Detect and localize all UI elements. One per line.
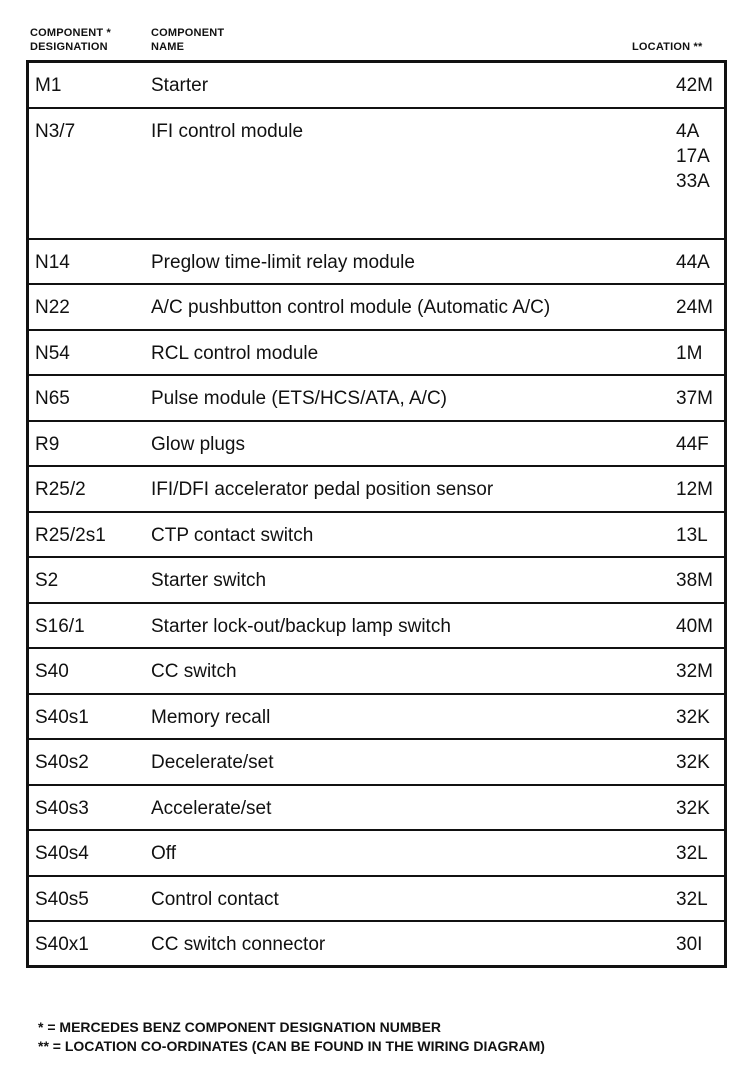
- header-component-designation: [30, 26, 111, 54]
- footnote-designation: * = MERCEDES BENZ COMPONENT DESIGNATION NUMBER: [38, 1019, 442, 1035]
- header-name-line1: COMPONENT: [151, 27, 225, 39]
- component-location: [676, 389, 720, 414]
- table-row: [29, 922, 724, 968]
- location-code: 4A: [676, 120, 700, 142]
- component-location: [676, 890, 720, 915]
- component-name: Pulse module (ETS/HCS/ATA, A/C): [151, 388, 447, 409]
- component-designation: N65: [35, 388, 70, 409]
- component-designation: M1: [35, 75, 62, 96]
- table-row: [29, 558, 724, 604]
- component-name: RCL control module: [151, 342, 319, 364]
- component-location: [676, 298, 720, 323]
- component-designation: S40s4: [35, 843, 89, 864]
- header-name-line2: NAME: [151, 41, 185, 53]
- location-code: 32M: [676, 661, 713, 682]
- component-location: [676, 662, 720, 687]
- table-row: [29, 695, 724, 741]
- component-location: [676, 480, 720, 505]
- location-code: 17A: [676, 145, 710, 167]
- component-designation: S40x1: [35, 934, 89, 955]
- location-code: 42M: [676, 75, 713, 96]
- location-code: 38M: [676, 570, 713, 591]
- component-name: Accelerate/set: [151, 797, 272, 819]
- component-designation: R9: [35, 433, 60, 455]
- component-location: [676, 844, 720, 869]
- component-table: [26, 60, 727, 968]
- component-location: [676, 344, 720, 369]
- component-designation: N14: [35, 251, 70, 273]
- component-name: IFI control module: [151, 120, 304, 142]
- location-code: 33A: [676, 170, 710, 192]
- component-location: [676, 571, 720, 596]
- component-designation: S16/1: [35, 615, 85, 637]
- table-row: [29, 285, 724, 331]
- table-row: [29, 831, 724, 877]
- table-row: [29, 604, 724, 650]
- component-name: Starter: [151, 75, 209, 96]
- location-code: 13L: [676, 524, 708, 546]
- location-code: 40M: [676, 615, 713, 637]
- header-designation-line2: DESIGNATION: [30, 41, 108, 53]
- component-name: Starter lock-out/backup lamp switch: [151, 615, 451, 637]
- table-row: [29, 109, 724, 240]
- component-designation: S40s3: [35, 797, 89, 819]
- table-row: [29, 331, 724, 377]
- table-row: [29, 513, 724, 559]
- location-code: 32K: [676, 706, 710, 728]
- component-location: [676, 753, 720, 778]
- component-designation: R25/2: [35, 479, 86, 500]
- footnotes: [38, 1018, 545, 1056]
- component-name: Off: [151, 843, 176, 864]
- table-row: [29, 786, 724, 832]
- location-code: 24M: [676, 297, 713, 318]
- table-row: [29, 63, 724, 109]
- header-location: LOCATION **: [632, 41, 703, 53]
- component-designation: S40s2: [35, 752, 89, 773]
- component-designation: R25/2s1: [35, 524, 106, 546]
- component-designation: N54: [35, 342, 70, 364]
- location-code: 32K: [676, 797, 710, 819]
- component-designation: N3/7: [35, 120, 76, 142]
- component-location: [676, 253, 720, 278]
- table-row: [29, 740, 724, 786]
- location-code: 32L: [676, 888, 708, 910]
- component-name: A/C pushbutton control module (Automatic A/C): [151, 297, 551, 318]
- footnote-location: ** = LOCATION CO-ORDINATES (CAN BE FOUND IN THE WIRING DIAGRAM): [38, 1038, 545, 1054]
- component-name: Decelerate/set: [151, 752, 274, 773]
- component-designation: S2: [35, 570, 59, 591]
- component-location: [676, 935, 720, 960]
- component-location: [676, 708, 720, 733]
- location-code: 32L: [676, 843, 708, 864]
- location-code: 1M: [676, 342, 703, 364]
- table-row: [29, 422, 724, 468]
- component-name: Control contact: [151, 888, 279, 910]
- component-name: Preglow time-limit relay module: [151, 251, 415, 273]
- component-location: [676, 617, 720, 642]
- header-component-name: [151, 26, 224, 54]
- component-name: Memory recall: [151, 706, 271, 728]
- location-code: 30I: [676, 934, 703, 955]
- table-row: [29, 649, 724, 695]
- table-row: [29, 877, 724, 923]
- component-location: [676, 435, 720, 460]
- component-location: [676, 526, 720, 551]
- component-location: [676, 122, 720, 197]
- component-designation: S40: [35, 661, 69, 682]
- table-row: [29, 240, 724, 286]
- table-row: [29, 467, 724, 513]
- component-name: Starter switch: [151, 570, 267, 591]
- header-designation-line1: COMPONENT *: [30, 27, 112, 39]
- location-code: 37M: [676, 388, 713, 409]
- component-name: CC switch connector: [151, 934, 326, 955]
- location-code: 32K: [676, 752, 710, 773]
- component-designation: S40s1: [35, 706, 89, 728]
- location-code: 12M: [676, 479, 713, 500]
- location-code: 44F: [676, 433, 709, 455]
- component-name: CTP contact switch: [151, 524, 314, 546]
- component-location: [676, 799, 720, 824]
- component-designation: N22: [35, 297, 70, 318]
- component-location: [676, 76, 720, 101]
- location-code: 44A: [676, 251, 710, 273]
- component-name: IFI/DFI accelerator pedal position sensor: [151, 479, 494, 500]
- component-name: Glow plugs: [151, 433, 245, 455]
- table-row: [29, 376, 724, 422]
- component-name: CC switch: [151, 661, 237, 682]
- component-designation: S40s5: [35, 888, 89, 910]
